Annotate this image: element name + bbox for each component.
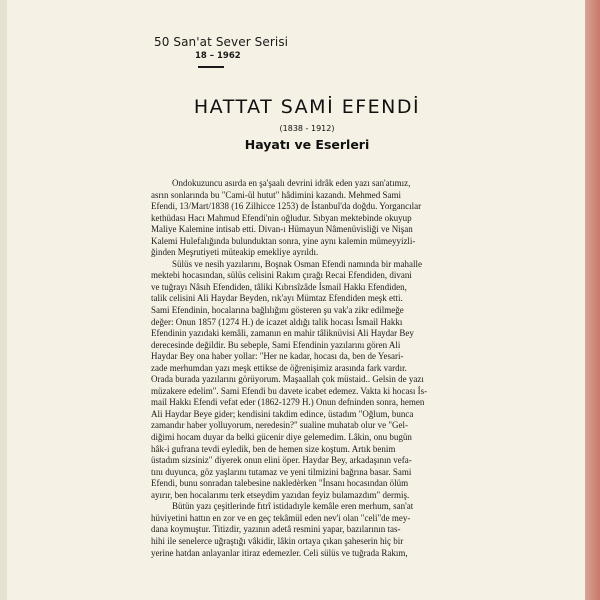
text-line: Efendi, bunu sonradan talebesine nakledèrken "İnsanı hocasından ölüm xyxy=(151,478,409,489)
issue-number: 18 – 1962 xyxy=(195,51,241,61)
paragraph xyxy=(151,259,501,501)
text-line: ayırır, ben hocalarımı terk etseydim yazıdan feyiz bulamazdım" dermiş. xyxy=(151,489,410,500)
text-line: hüviyetini hattın en zor ve en geç tekâmül eden nev'i olan "celi"de mey- xyxy=(151,512,411,523)
series-label: 50 San'at Sever Serisi xyxy=(154,35,289,49)
text-line: talik celisini Ali Haydar Beyden, rık'ayı Mümtaz Efendiden meşk etti. xyxy=(151,293,403,304)
article-body xyxy=(151,178,501,559)
text-line: Kalemi Hulefalığında bulunduktan sonra, yine aynı kalemin mümeyyizli- xyxy=(151,235,416,246)
paragraph xyxy=(151,178,501,259)
text-line: Maliye Kalemine intisab etti. Divan-ı Hümayun Nâmenüvisliği ve Nişan xyxy=(151,224,413,235)
text-line: müzakere edelim". Sami Efendi bu davete icabet edemez. Vakta ki hocası İs- xyxy=(151,385,428,396)
text-line: kethüdası Hacı Mahmud Efendi'nin oğludur. Sıbyan mektebinde okuyup xyxy=(151,212,412,223)
text-line: yerine hatdan anlayanlar itiraz edemezler. Celi sülüs ve tuğrada Rakım, xyxy=(151,547,408,558)
text-line: değer: Onun 1857 (1274 H.) de icazet aldığı talik hocası İsmail Hakkı xyxy=(151,316,403,327)
text-line: dana koymuştur. Titizdir, yazının adetâ resmini yapar, bazılarının tas- xyxy=(151,524,401,535)
text-line: zade merhumdan yazı meşk ettikse de öğrenişimiz arasında fark vardır. xyxy=(151,362,407,373)
page-edge xyxy=(585,0,600,600)
paragraph xyxy=(151,501,501,559)
text-line: diğimi hocam duyar da belki gücenir diye gelemedim. Lâkin, onu bugün xyxy=(151,432,412,443)
text-line: üstadım sizsiniz" diyerek onun elini öper. Haydar Bey, arkadaşının vefa- xyxy=(151,455,412,466)
book-page xyxy=(7,0,585,600)
text-line: hâk-i gufrana tevdi eyledik, ben de hemen size koştum. Artık benim xyxy=(151,443,396,454)
text-line: ğinden Meşrutiyeti müteakip emekliye ayrıldı. xyxy=(151,247,319,258)
text-line: mail Hakkı Efendi vefat eder (1862-1279 H.) Onun defninden sonra, hemen xyxy=(151,397,425,408)
text-line: Sülüs ve nesih yazılarını, Boşnak Osman Efendi namında bir mahalle xyxy=(172,258,422,269)
life-dates: (1838 - 1912) xyxy=(279,124,335,133)
text-line: tını duyunca, göz yaşlarını tutamaz ve yeni tilmizini bağrına basar. Sami xyxy=(151,466,412,477)
text-line: Orada burada yazılarını görüyorum. Maşaallah çok müstaid.. Gelsin de yazı xyxy=(151,374,424,385)
text-line: Sami Efendinin, hocalarına bağlılığını gösteren şu vak'a zikr edilmeğe xyxy=(151,305,404,316)
text-line: asrın sonlarında bu "Cami-ül hutut" hâdimini kazandı. Mehmed Sami xyxy=(151,189,402,200)
text-line: Haydar Bey ona haber yollar: "Her ne kadar, hocası da, ben de Yesari- xyxy=(151,351,404,362)
issue-divider xyxy=(198,66,224,68)
page-title: HATTAT SAMİ EFENDİ xyxy=(193,96,421,118)
text-line: derecesinde değildir. Bu sebeple, Sami Efendinin yazılarını gören Ali xyxy=(151,339,401,350)
text-line: hihi ile senelerce uğraştığı vâkidir, lâkin ortaya çıkan şaheserin hiç bir xyxy=(151,535,404,546)
text-line: zamandır haber yolluyorum, neredesin?" sualine muhatab olur ve "Gel- xyxy=(151,420,409,431)
text-line: Ondokuzuncu asırda en şa'şaalı devrini idrâk eden yazı san'atımız, xyxy=(172,178,411,188)
text-line: mektebi hocasından, sülüs celisini Rakım çırağı Recai Efendiden, divani xyxy=(151,270,412,281)
text-line: ve tuğrayı Nâsıh Efendiden, tâliki Kıbrısîzâde İsmail Hakkı Efendiden, xyxy=(151,281,407,292)
text-line: Efendinin yazıdaki kemâli, zamanın en mahir tâliknüvisi Ali Haydar Bey xyxy=(151,328,414,339)
text-line: Bütün yazı çeşitlerinde fıtrî istidadıyle kemâle eren merhum, san'at xyxy=(172,501,414,512)
page-subtitle: Hayatı ve Eserleri xyxy=(244,137,370,152)
text-line: Efendi, 13/Mart/1838 (16 Zilhicce 1253) de İstanbul'da doğdu. Yorgancılar xyxy=(151,201,422,212)
text-line: Ali Haydar Beye gider; kendisini takdim edince, üstadım "Oğlum, bunca xyxy=(151,408,414,419)
